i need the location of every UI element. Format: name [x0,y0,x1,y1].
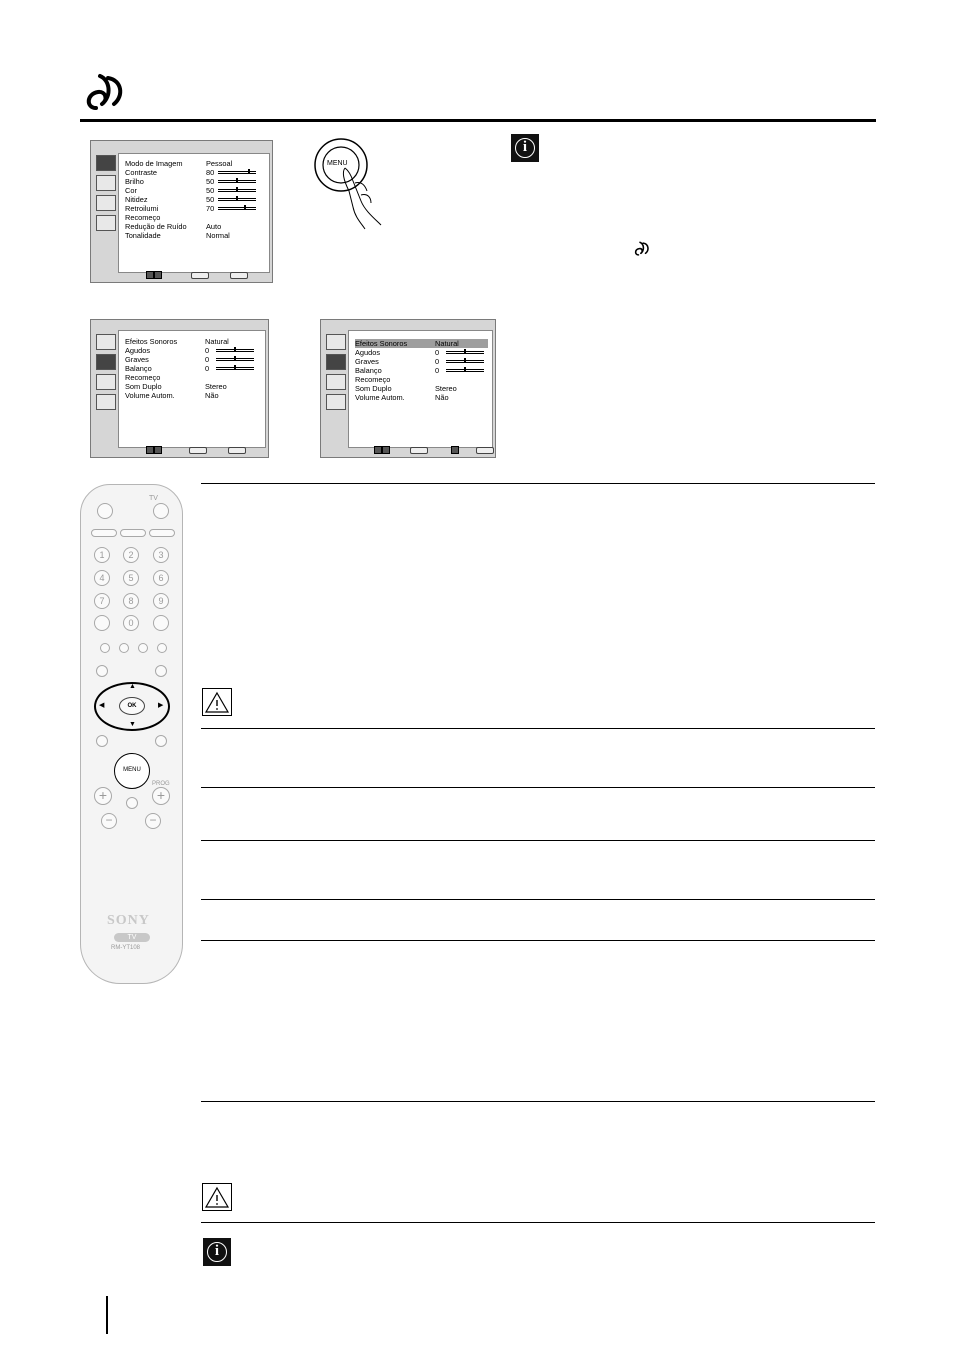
level-bar [218,207,256,210]
image-tab-icon [96,155,116,171]
guide-button[interactable] [126,797,138,809]
menu-value: Pessoal [206,159,233,168]
sound-tab-icon [326,354,346,370]
tv-screen-image-menu [90,140,273,283]
menu-button[interactable]: MENU [114,753,150,789]
menu-value: Stereo [205,382,227,391]
menu-label: Tonalidade [125,231,161,240]
small-button[interactable] [119,643,129,653]
menu-value: 50 [206,195,215,204]
ok-button[interactable]: OK [119,697,145,715]
menu-label: Efeitos Sonoros [125,337,178,346]
sound-mode-button[interactable] [96,665,108,677]
menu-label: Efeitos Sonoros [355,339,408,348]
level-bar [218,198,256,201]
mute-button[interactable] [97,503,113,519]
setup-tab-icon [96,215,116,231]
footer-key-icon [230,272,248,279]
sound-note-header-icon [82,70,128,116]
menu-value: 0 [435,357,440,366]
menu-label: Recomeço [125,213,161,222]
previous-channel-button[interactable] [153,615,169,631]
number-1-button[interactable]: 1 [94,547,110,563]
menu-footer [146,446,266,454]
features-tab-icon [96,374,116,390]
features-tab-icon [96,195,116,211]
menu-tab-column [324,330,348,410]
tv-label: TV [149,495,158,502]
menu-label: Redução de Ruído [125,222,187,231]
footer-key-icon [189,447,207,454]
sound-tab-icon [96,175,116,191]
menu-value: Não [435,393,449,402]
menu-tab-column [94,330,118,410]
menu-value: Auto [206,222,222,231]
image-menu-panel [118,153,270,273]
nav-key-icon [146,446,154,454]
menu-label: Recomeço [355,375,391,384]
level-bar [218,180,256,183]
menu-value: 0 [205,346,210,355]
menu-value: 0 [205,355,210,364]
level-bar [218,171,256,174]
prog-label: PROG [152,781,170,787]
menu-label: Modo de Imagem [125,159,183,168]
menu-value: 50 [206,177,215,186]
footer-key-icon [476,447,494,454]
red-key-button[interactable] [91,529,117,537]
sony-logo: SONY [107,913,150,928]
menu-tab-column [94,151,118,231]
menu-label: Retroilumi [125,204,159,213]
nav-key-icon [382,446,390,454]
nav-down-icon: ▼ [129,721,136,728]
number-4-button[interactable]: 4 [94,570,110,586]
number-5-button[interactable]: 5 [123,570,139,586]
nav-key-icon [154,446,162,454]
menu-label: Volume Autom. [355,393,405,402]
program-plus-button[interactable]: + [152,787,170,805]
menu-label: Volume Autom. [125,391,175,400]
nav-key-icon [146,271,154,279]
level-bar [216,367,254,370]
menu-label: Som Duplo [355,384,392,393]
volume-minus-button[interactable]: − [101,813,117,829]
menu-button-label: MENU [327,160,348,167]
yellow-key-button[interactable] [149,529,175,537]
level-bar [216,358,254,361]
selected-row [355,339,488,348]
menu-value: Normal [206,231,230,240]
features-tab-icon [326,374,346,390]
menu-label: Som Duplo [125,382,162,391]
setup-tab-icon [326,394,346,410]
number-2-button[interactable]: 2 [123,547,139,563]
section-rule [201,728,875,729]
menu-label: Recomeço [125,373,161,382]
number-0-button[interactable]: 0 [123,615,139,631]
section-rule [201,840,875,841]
tv-power-button[interactable] [153,503,169,519]
sound-tab-icon [96,354,116,370]
nav-right-icon: ▶ [158,702,164,709]
menu-label: Agudos [355,348,381,357]
nav-left-icon: ◀ [99,702,105,709]
tv-screen-sound-menu-selected [320,319,496,458]
number-8-button[interactable]: 8 [123,593,139,609]
remote-control [80,484,183,984]
menu-label: Graves [125,355,149,364]
info-icon: i [511,134,539,162]
menu-label: Agudos [125,346,151,355]
sound-note-inline-icon [633,240,651,258]
footer-key-icon [451,446,459,454]
menu-label: Contraste [125,168,158,177]
image-tab-icon [326,334,346,350]
footer-key-icon [191,272,209,279]
menu-label: Graves [355,357,379,366]
tv-screen-sound-menu [90,319,269,458]
info-button[interactable] [96,735,108,747]
program-minus-button[interactable]: − [145,813,161,829]
nav-up-icon: ▲ [129,683,136,690]
info-icon: i [203,1238,231,1266]
menu-value: Não [205,391,219,400]
level-bar [218,189,256,192]
menu-footer [146,271,266,279]
menu-value: 0 [205,364,210,373]
level-bar [446,351,484,354]
volume-plus-button[interactable]: + [94,787,112,805]
menu-label: Balanço [125,364,152,373]
small-button[interactable] [100,643,110,653]
section-rule [201,899,875,900]
menu-label: Cor [125,186,137,195]
level-bar [216,349,254,352]
teletext-button[interactable] [155,735,167,747]
model-label: RM-YT108 [111,945,141,951]
number-7-button[interactable]: 7 [94,593,110,609]
footer-key-icon [410,447,428,454]
tv-band [114,933,150,942]
menu-value: Natural [205,337,229,346]
menu-value: 80 [206,168,215,177]
menu-value: 0 [435,366,440,375]
level-bar [446,369,484,372]
page-margin-bar [106,1296,108,1334]
setup-tab-icon [96,394,116,410]
tv-band-label: TV [127,934,137,941]
section-rule [201,940,875,941]
menu-label: Brilho [125,177,144,186]
small-button[interactable] [138,643,148,653]
section-rule [201,787,875,788]
menu-value: 70 [206,204,215,213]
menu-value: Natural [435,339,459,348]
menu-value: 0 [435,348,440,357]
menu-value: Stereo [435,384,457,393]
header-rule [80,119,876,122]
number-9-button[interactable]: 9 [153,593,169,609]
footer-key-icon [228,447,246,454]
number-3-button[interactable]: 3 [153,547,169,563]
nav-key-icon [154,271,162,279]
nav-key-icon [374,446,382,454]
small-button[interactable] [157,643,167,653]
input-button[interactable] [94,615,110,631]
menu-press-illustration [305,135,395,235]
number-6-button[interactable]: 6 [153,570,169,586]
section-rule [201,1222,875,1223]
menu-value: 50 [206,186,215,195]
warning-triangle-icon [202,1183,232,1211]
screen-mode-button[interactable] [155,665,167,677]
menu-label: Balanço [355,366,382,375]
green-key-button[interactable] [120,529,146,537]
sound-menu-panel [348,330,493,448]
menu-label: Nitidez [125,195,148,204]
section-rule [201,1101,875,1102]
section-rule [201,483,875,484]
sound-menu-panel [118,330,266,448]
warning-triangle-icon [202,688,232,716]
image-tab-icon [96,334,116,350]
level-bar [446,360,484,363]
menu-footer [374,446,494,454]
